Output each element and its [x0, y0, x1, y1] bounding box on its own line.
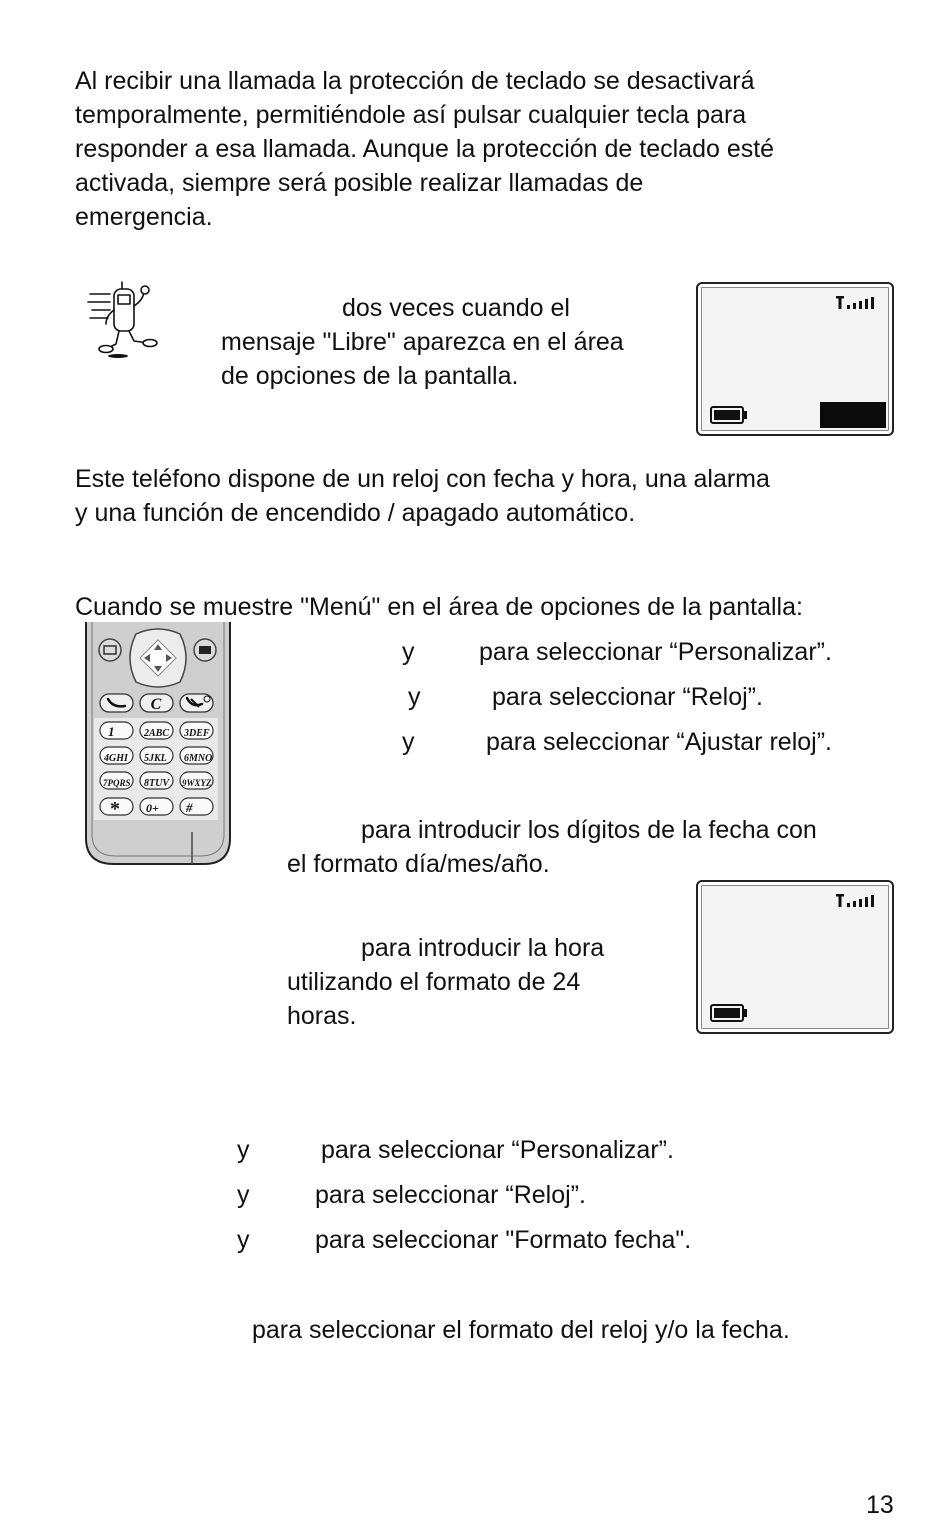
step-y: y — [408, 683, 421, 711]
time-entry-line-1: para introducir la hora — [361, 934, 605, 962]
intro-line: emergencia. — [75, 203, 213, 231]
step-text: para seleccionar “Ajustar reloj”. — [486, 728, 832, 756]
step-text: para seleccionar “Reloj”. — [492, 683, 763, 711]
date-entry-line-2: el formato día/mes/año. — [287, 850, 550, 878]
softkey-area — [820, 402, 886, 428]
running-phone-icon — [86, 280, 164, 362]
clock-intro — [75, 462, 770, 530]
key-star: * — [110, 798, 120, 820]
key-3: 3DEF — [184, 728, 210, 739]
key-8: 8TUV — [144, 778, 169, 789]
unlock-line-2: mensaje "Libre" aparezca en el área — [221, 328, 624, 356]
signal-strength-icon — [834, 296, 878, 310]
key-7: 7PQRS — [103, 778, 131, 788]
phone-keypad-illustration — [80, 622, 236, 868]
format-step-y: y — [237, 1226, 250, 1254]
battery-icon — [710, 406, 748, 424]
step-text: para seleccionar “Personalizar”. — [479, 638, 832, 666]
step-y: y — [402, 638, 415, 666]
menu-intro: Cuando se muestre "Menú" en el área de opciones de la pantalla: — [75, 593, 803, 621]
clock-intro-line: y una función de encendido / apagado automático. — [75, 499, 636, 527]
format-step-text: para seleccionar "Formato fecha". — [315, 1226, 692, 1254]
signal-strength-icon — [834, 894, 878, 908]
key-5: 5JKL — [144, 753, 167, 764]
key-9: 9WXYZ — [182, 778, 212, 788]
intro-line: responder a esa llamada. Aunque la protección de teclado esté — [75, 135, 775, 163]
phone-display-idle — [696, 282, 894, 436]
key-0: 0+ — [146, 801, 159, 815]
format-step-y: y — [237, 1136, 250, 1164]
clock-intro-line: Este teléfono dispone de un reloj con fecha y hora, una alarma — [75, 465, 770, 493]
key-hash: # — [186, 800, 193, 815]
intro-line: Al recibir una llamada la protección de teclado se desactivará — [75, 67, 755, 95]
key-1: 1 — [108, 724, 115, 739]
date-entry-line-1: para introducir los dígitos de la fecha con — [361, 816, 817, 844]
intro-line: temporalmente, permitiéndole así pulsar cualquier tecla para — [75, 101, 747, 129]
battery-icon — [710, 1004, 748, 1022]
format-step-text: para seleccionar “Personalizar”. — [321, 1136, 674, 1164]
format-step-y: y — [237, 1181, 250, 1209]
intro-line: activada, siempre será posible realizar llamadas de — [75, 169, 644, 197]
phone-display-clock — [696, 880, 894, 1034]
format-select-text: para seleccionar el formato del reloj y/o la fecha. — [252, 1316, 790, 1344]
clear-key-label: C — [150, 696, 162, 713]
key-4: 4GHI — [104, 753, 128, 764]
key-6: 6MNO — [184, 753, 213, 764]
unlock-line-1: dos veces cuando el — [342, 294, 570, 322]
intro-paragraph — [75, 64, 774, 234]
time-entry-line-2: utilizando el formato de 24 — [287, 968, 581, 996]
unlock-line-3: de opciones de la pantalla. — [221, 362, 519, 390]
page-number: 13 — [866, 1491, 894, 1519]
step-y: y — [402, 728, 415, 756]
key-2: 2ABC — [144, 728, 170, 739]
time-entry-line-3: horas. — [287, 1002, 357, 1030]
format-step-text: para seleccionar “Reloj”. — [315, 1181, 586, 1209]
